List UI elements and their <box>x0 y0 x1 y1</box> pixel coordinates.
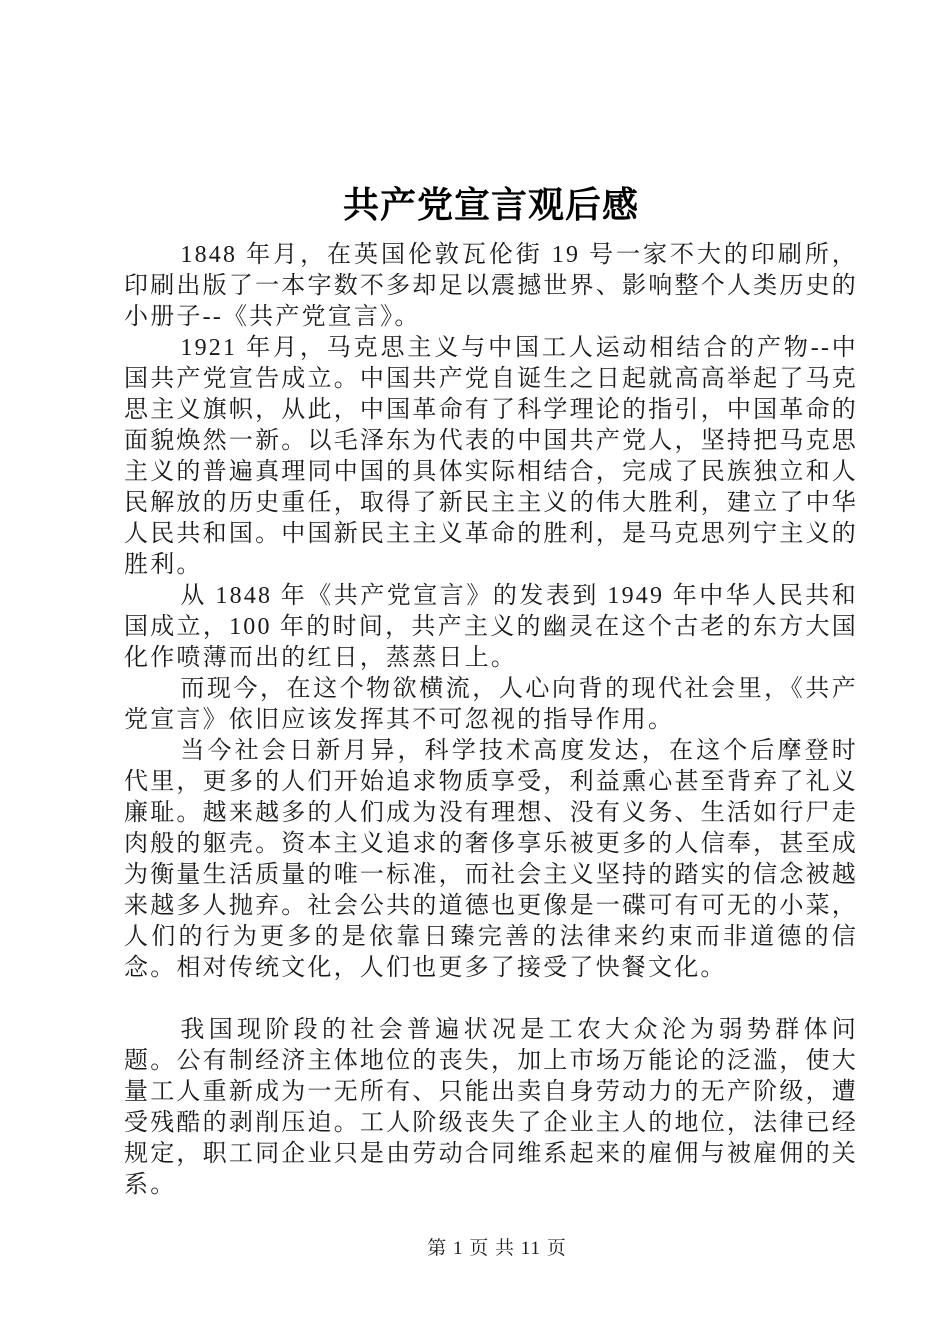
paragraph-workers-status: 我国现阶段的社会普遍状况是工农大众沦为弱势群体问题。公有制经济主体地位的丧失，加上市场万能论的泛滥，使大量工人重新成为一无所有、只能出卖自身劳动力的无产阶级，遭受残酷的剥削压迫。工人阶级丧失了企业主人的地位，法律已经规定，职工同企业只是由劳动合同维系起来的雇佣与被雇佣的关系。 <box>124 1017 858 1198</box>
document-body <box>124 240 858 1201</box>
paragraph-1848-to-1949: 从 1848 年《共产党宣言》的发表到 1949 年中华人民共和国成立，100 年的时间，共产主义的幽灵在这个古老的东方大国化作喷薄而出的红日，蒸蒸日上。 <box>124 583 858 671</box>
document-title: 共产党宣言观后感 <box>342 185 639 225</box>
paragraph-modern-society: 当今社会日新月异，科学技术高度发达，在这个后摩登时代里，更多的人们开始追求物质享受，利益熏心甚至背弃了礼义廉耻。越来越多的人们成为没有理想、没有义务、生活如行尸走肉般的躯壳。资本主义追求的奢侈享乐被更多的人信奉，甚至成为衡量生活质量的唯一标准，而社会主义坚持的踏实的信念被越来越多人抛弃。社会公共的道德也更像是一碟可有可无的小菜，人们的行为更多的是依靠日臻完善的法律来约束而非道德的信念。相对传统文化，人们也更多了接受了快餐文化。 <box>124 738 858 981</box>
page-number-label: 第 1 页 共 11 页 <box>427 1238 567 1259</box>
page-footer <box>0 1236 950 1262</box>
paragraph-intro-1848: 1848 年月，在英国伦敦瓦伦街 19 号一家不大的印刷所，印刷出版了一本字数不多却足以震撼世界、影响整个人类历史的小册子--《共产党宣言》。 <box>124 242 858 330</box>
paragraph-modern-relevance: 而现今，在这个物欲横流，人心向背的现代社会里，《共产党宣言》依旧应该发挥其不可忽视的指导作用。 <box>124 676 858 733</box>
paragraph-1921-founding: 1921 年月，马克思主义与中国工人运动相结合的产物--中国共产党宣告成立。中国共产党自诞生之日起就高高举起了马克思主义旗帜，从此，中国革命有了科学理论的指引，中国革命的面貌焕然一新。以毛泽东为代表的中国共产党人，坚持把马克思主义的普遍真理同中国的具体实际相结合，完成了民族独立和人民解放的历史重任，取得了新民主主义的伟大胜利，建立了中华人民共和国。中国新民主主义革命的胜利，是马克思列宁主义的胜利。 <box>124 335 858 578</box>
